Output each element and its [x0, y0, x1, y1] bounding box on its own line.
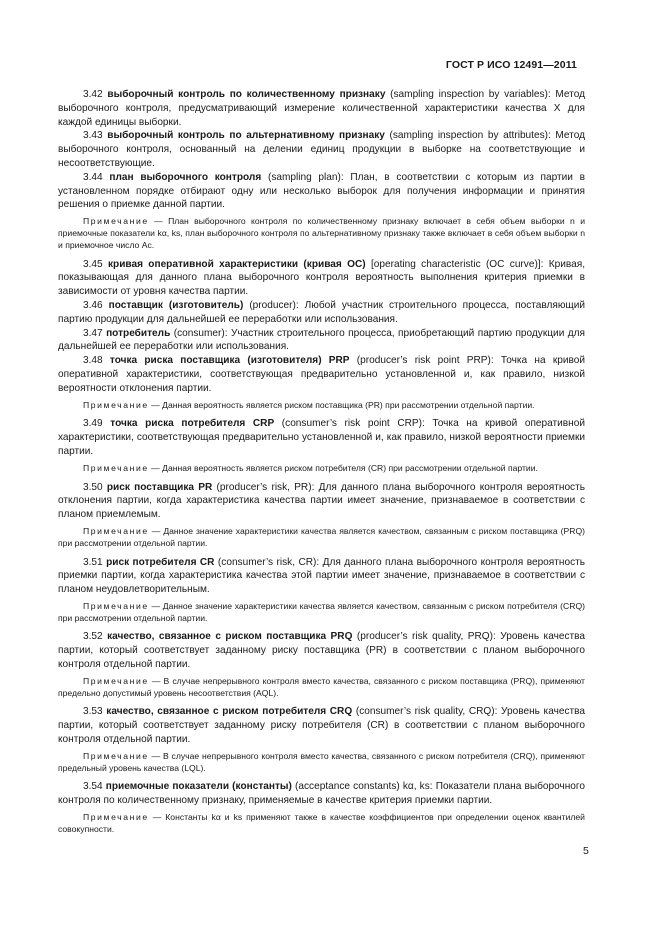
entry-3-42 — [58, 88, 585, 129]
note-3-48 — [58, 400, 585, 412]
note-label: Примечание — [83, 675, 149, 686]
entry-text: (producer’s risk point PRP): Точка на кривой оперативной характеристики, соответствующая предварительно установленной и, как правило, низкой вероятности отклонения партии. — [58, 355, 585, 394]
note-text: — Константы kα и ks применяют также в качестве коэффициентов при определении оценок квантилей совокупности. — [58, 812, 585, 834]
entry-term: качество, связанное с риском потребителя CRQ — [106, 706, 353, 718]
note-text: — В случае непрерывного контроля вместо качества, связанного с риском потребителя (CRQ), применяют предельный уровень качества (LQL). — [58, 750, 585, 773]
entry-text: (sampling inspection by attributes): Метод выборочного контроля, основанный на делении единиц продукции в выборке на соответствующие и несоответствующие. — [58, 130, 585, 169]
entry-3-53 — [58, 705, 585, 746]
note-label: Примечание — [83, 525, 149, 536]
entry-text: (producer’s risk, PR): Для данного плана выборочного контроля вероятность отклонения партии, когда характеристика качества партии имеет значение, признаваемое в соответствии с планом приемлемым. — [58, 481, 585, 521]
entry-3-44 — [58, 171, 585, 212]
entry-text: (consumer): Участник строительного процесса, приобретающий партию продукции для дальнейшей ее переработки или использования. — [58, 327, 585, 353]
entry-number: 3.50 — [83, 481, 103, 493]
note-3-44 — [58, 216, 585, 251]
note-3-50 — [58, 526, 585, 550]
entry-term: потребитель — [106, 327, 171, 339]
entry-3-52 — [58, 630, 585, 671]
note-text: — В случае непрерывного контроля вместо качества, связанного с риском поставщика (PRQ), применяют предельно допустимый уровень несоответствия (AQL). — [58, 675, 585, 698]
entry-number: 3.42 — [83, 89, 103, 100]
entry-term: качество, связанное с риском поставщика PRQ — [107, 631, 353, 643]
entry-text: (producer): Любой участник строительного процесса, поставляющий партию продукции для дальнейшей ее переработки или использования. — [58, 299, 586, 325]
note-text: — Данная вероятность является риском поставщика (PR) при рассмотрении отдельной партии. — [148, 399, 535, 410]
note-3-51 — [58, 601, 585, 625]
entry-text: (consumer’s risk point CRP): Точка на кривой оперативной характеристики, соответствующая предварительно установленной и, как правило, низкой вероятности приемки партии. — [58, 418, 585, 457]
entry-text: [operating characteristic (OC curve)]: Кривая, показывающая для данного плана выборочного контроля вероятность выполнения критерия приемки в зависимости от уровня качества партии. — [58, 258, 586, 298]
entry-number: 3.52 — [83, 631, 103, 643]
entry-3-43 — [58, 129, 585, 170]
entry-3-54 — [58, 780, 585, 808]
entry-text: (producer’s risk quality, PRQ): Уровень качества партии, который соответствует заданному риску поставщика (PR) в соответствии с планом выборочного контроля отдельной партии. — [58, 631, 585, 671]
entry-3-51 — [58, 556, 585, 597]
note-text: — Данная вероятность является риском потребителя (CR) при рассмотрении отдельной партии. — [148, 462, 538, 473]
entry-number: 3.46 — [83, 299, 103, 311]
note-text: — План выборочного контроля по количественному признаку включает в себя объем выборки n и приемочные показатели kα, ks, план выборочного контроля по альтернативному признаку также включает в себя объем выборки n и приемочное число Ac. — [58, 216, 585, 250]
entry-term: точка риска поставщика (изготовителя) PRP — [109, 355, 350, 367]
entry-term: риск потребителя CR — [106, 556, 215, 568]
entry-term: точка риска потребителя CRP — [110, 418, 275, 430]
entry-number: 3.49 — [83, 418, 103, 430]
entry-number: 3.48 — [83, 355, 103, 367]
note-3-49 — [58, 463, 585, 475]
note-label: Примечание — [83, 216, 149, 227]
entry-number: 3.44 — [83, 171, 103, 183]
note-3-53 — [58, 751, 585, 775]
entry-text: (sampling plan): План, в соответствии с которым из партии в установленном порядке отбирают одну или несколько выборок для получения информации и принятия решения о приемке данной партии. — [58, 171, 585, 211]
note-label: Примечание — [83, 462, 149, 473]
entry-text: (acceptance constants) kα, ks: Показатели плана выборочного контроля по количественному признаку, применяемые в качестве критерия приемки партии. — [58, 781, 585, 807]
entry-term: план выборочного контроля — [109, 171, 262, 183]
document-header: ГОСТ Р ИСО 12491—2011 — [445, 59, 577, 71]
document-body — [58, 88, 585, 842]
entry-number: 3.53 — [83, 706, 103, 718]
entry-number: 3.45 — [83, 258, 103, 270]
note-label: Примечание — [83, 750, 149, 761]
entry-3-50 — [58, 481, 585, 522]
page-number: 5 — [583, 845, 589, 857]
entry-term: кривая оперативной характеристики (кривая ОС) — [107, 258, 366, 270]
note-3-52 — [58, 676, 585, 700]
entry-number: 3.47 — [83, 327, 103, 339]
entry-3-48 — [58, 354, 585, 395]
entry-3-49 — [58, 417, 585, 458]
note-label: Примечание — [83, 812, 149, 823]
entry-term: выборочный контроль по альтернативному признаку — [107, 130, 385, 142]
entry-term: выборочный контроль по количественному признаку — [107, 89, 386, 100]
entry-text: (consumer’s risk, CR): Для данного плана выборочного контроля вероятность приемки партии, когда характеристика качества этой партии имеет значение, признаваемое в соответствии с планом неудовлетворительным. — [58, 556, 586, 596]
entry-3-47 — [58, 327, 585, 355]
entry-text: (consumer’s risk quality, CRQ): Уровень качества партии, который соответствует заданному риску потребителя (CR) в соответствии с планом выборочного контроля отдельной партии. — [58, 706, 585, 746]
note-text: — Данное значение характеристики качества является качеством, связанным с риском поставщика (PRQ) при рассмотрении отдельной партии. — [58, 525, 585, 548]
note-label: Примечание — [83, 600, 149, 611]
note-3-54 — [58, 812, 585, 836]
note-label: Примечание — [83, 399, 149, 410]
entry-term: приемочные показатели (константы) — [105, 781, 292, 793]
entry-text: (sampling inspection by variables): Метод выборочного контроля, предусматривающий измерение количественной характеристики качества X для каждой единицы выборки. — [58, 89, 585, 128]
entry-3-46 — [58, 299, 585, 327]
entry-term: риск поставщика PR — [106, 481, 213, 493]
entry-number: 3.54 — [83, 781, 103, 793]
entry-3-45 — [58, 258, 585, 299]
entry-number: 3.43 — [83, 130, 103, 142]
entry-term: поставщик (изготовитель) — [108, 299, 244, 311]
note-text: — Данное значение характеристики качества является качеством, связанным с риском потребителя (CRQ) при рассмотрении отдельной партии. — [58, 600, 585, 623]
entry-number: 3.51 — [83, 556, 103, 568]
